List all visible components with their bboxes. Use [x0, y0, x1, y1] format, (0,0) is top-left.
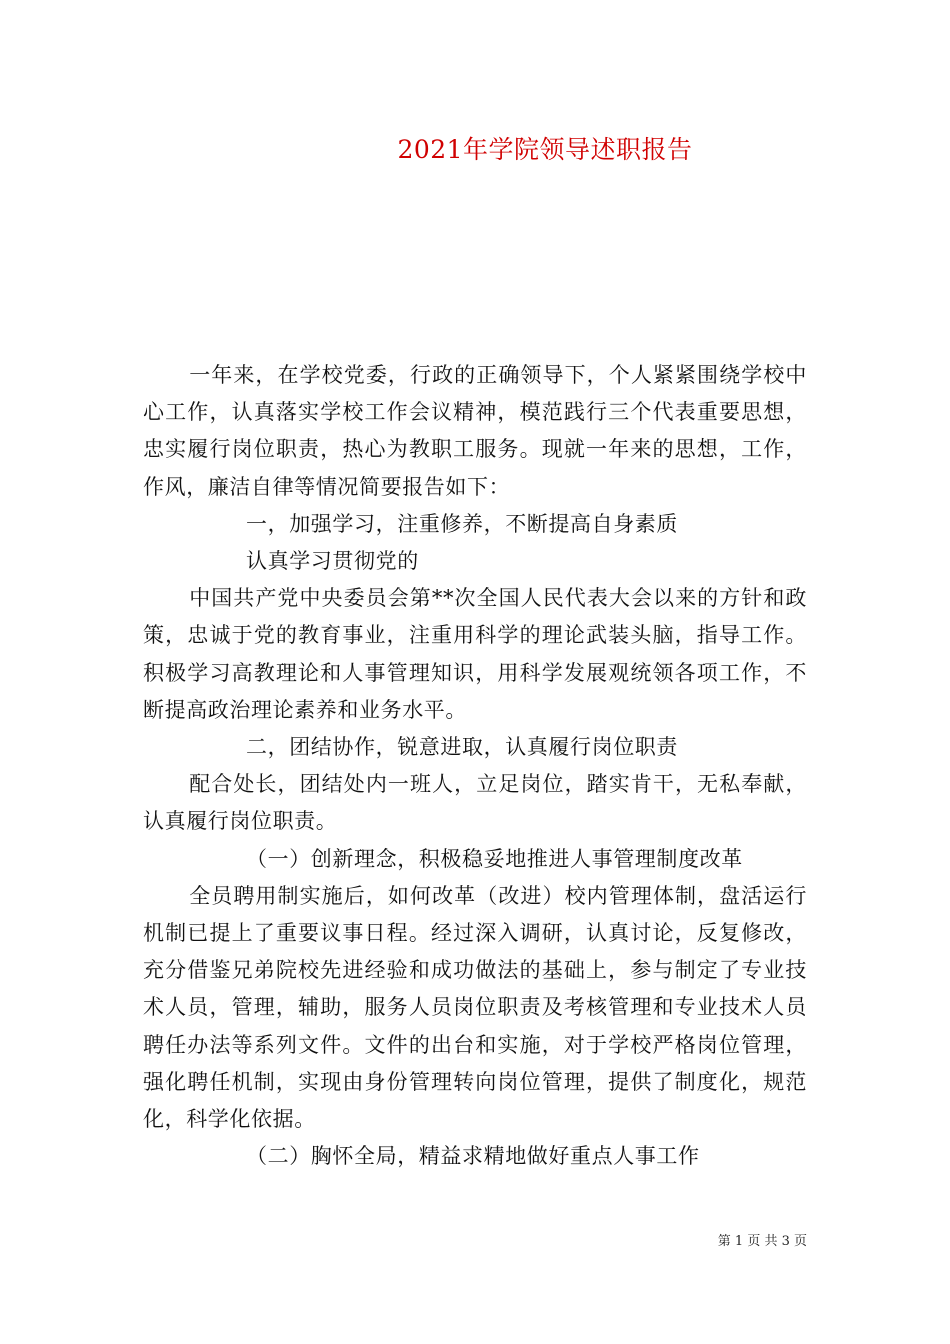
- subsection-heading-2: （二）胸怀全局，精益求精地做好重点人事工作: [246, 1144, 700, 1169]
- paragraph-cooperate: 配合处长，团结处内一班人，立足岗位，踏实肯干，无私奉献，认真履行岗位职责。: [143, 772, 807, 834]
- paragraph-reform: 全员聘用制实施后，如何改革（改进）校内管理体制，盘活运行机制已提上了重要议事日程。经过深入调研，认真讨论，反复修改，充分借鉴兄弟院校先进经验和成功做法的基础上，参与制定了专业技术人员，管理，辅助，服务人员岗位职责及考核管理和专业技术人员聘任办法等系列文件。文件的出台和实施，对于学校严格岗位管理，强化聘任机制，实现由身份管理转向岗位管理，提供了制度化，规范化，科学化依据。: [143, 883, 807, 1132]
- paragraph-study: 中国共产党中央委员会第**次全国人民代表大会以来的方针和政策，忠诚于党的教育事业，注重用科学的理论武装头脑，指导工作。积极学习高教理论和人事管理知识，用科学发展观统领各项工作，不断提高政治理论素养和业务水平。: [143, 586, 807, 722]
- section-heading-1: 一，加强学习，注重修养，不断提高自身素质: [246, 511, 678, 536]
- paragraph-study-lead: 认真学习贯彻党的: [246, 549, 419, 574]
- document-title: 2021年学院领导述职报告: [397, 135, 693, 164]
- paragraph-intro: 一年来，在学校党委，行政的正确领导下，个人紧紧围绕学校中心工作，认真落实学校工作会议精神，模范践行三个代表重要思想，忠实履行岗位职责，热心为教职工服务。现就一年来的思想，工作，作风，廉洁自律等情况简要报告如下：: [143, 363, 807, 499]
- section-heading-2: 二，团结协作，锐意进取，认真履行岗位职责: [246, 735, 678, 760]
- document-body: [143, 357, 807, 1175]
- subsection-heading-1: （一）创新理念，积极稳妥地推进人事管理制度改革: [246, 846, 743, 871]
- page-number-footer: 第 1 页 共 3 页: [717, 1234, 807, 1249]
